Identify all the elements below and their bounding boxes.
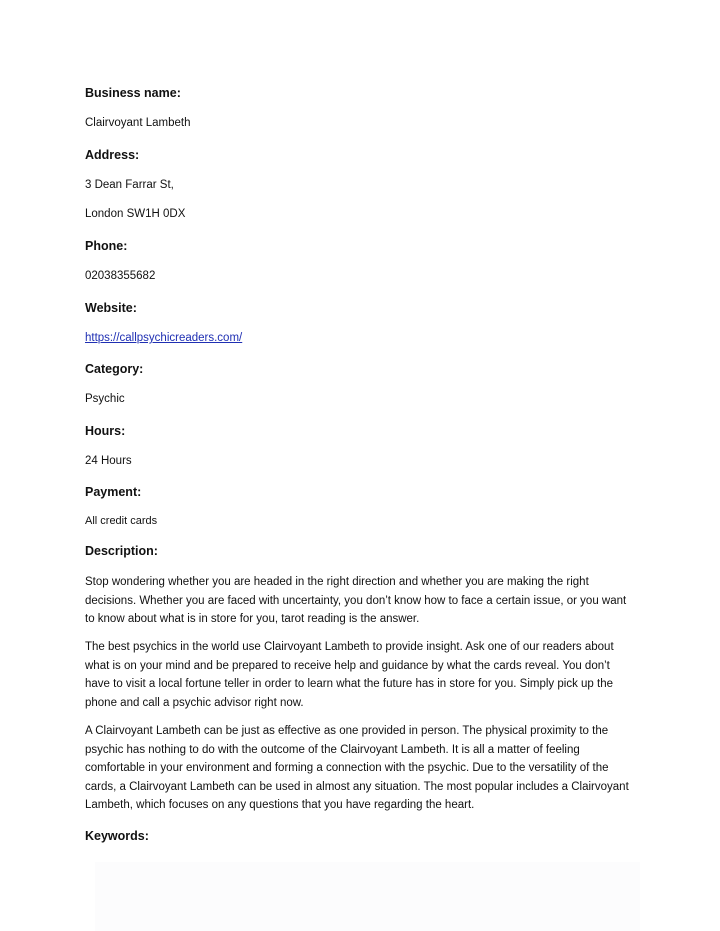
website-link[interactable]: https://callpsychicreaders.com/ bbox=[85, 332, 243, 344]
business-name-label: Business name: bbox=[85, 86, 181, 100]
website-label: Website: bbox=[85, 301, 137, 315]
address-label: Address: bbox=[85, 148, 140, 162]
description-label: Description: bbox=[85, 544, 158, 558]
phone-value: 02038355682 bbox=[85, 270, 156, 282]
description-paragraph-1: Stop wondering whether you are headed in the right direction and whether you are making the right decisions. Whether you are faced with uncertainty, you don’t know how to face a certain issue, or you want to know about what is in store for you, tarot reading is the answer. bbox=[85, 576, 627, 625]
description-paragraph-2: The best psychics in the world use Clairvoyant Lambeth to provide insight. Ask one of our readers about what is on your mind and be prepared to receive help and guidance by what the cards reveal. You don’t have to visit a local fortune teller in order to learn what the future has in store for you. Simply pick up the phone and call a psychic advisor right now. bbox=[85, 641, 614, 709]
category-value: Psychic bbox=[85, 393, 125, 405]
business-name-value: Clairvoyant Lambeth bbox=[85, 117, 191, 129]
address-line2: London SW1H 0DX bbox=[85, 208, 186, 220]
phone-label: Phone: bbox=[85, 239, 128, 253]
address-line1: 3 Dean Farrar St, bbox=[85, 179, 174, 191]
keywords-area bbox=[95, 862, 640, 931]
payment-value: All credit cards bbox=[85, 515, 158, 527]
keywords-label: Keywords: bbox=[85, 829, 149, 843]
hours-label: Hours: bbox=[85, 424, 126, 438]
hours-value: 24 Hours bbox=[85, 455, 132, 467]
payment-label: Payment: bbox=[85, 485, 142, 499]
category-label: Category: bbox=[85, 362, 144, 376]
description-paragraph-3: A Clairvoyant Lambeth can be just as effective as one provided in person. The physical proximity to the psychic has nothing to do with the outcome of the Clairvoyant Lambeth. It is all a matter of feeling comfortable in your environment and forming a connection with the psychic. Due to the versatility of the cards, a Clairvoyant Lambeth can be used in almost any situation. The most popular includes a Clairvoyant Lambeth, which focuses on any questions that you have regarding the heart. bbox=[85, 725, 629, 811]
